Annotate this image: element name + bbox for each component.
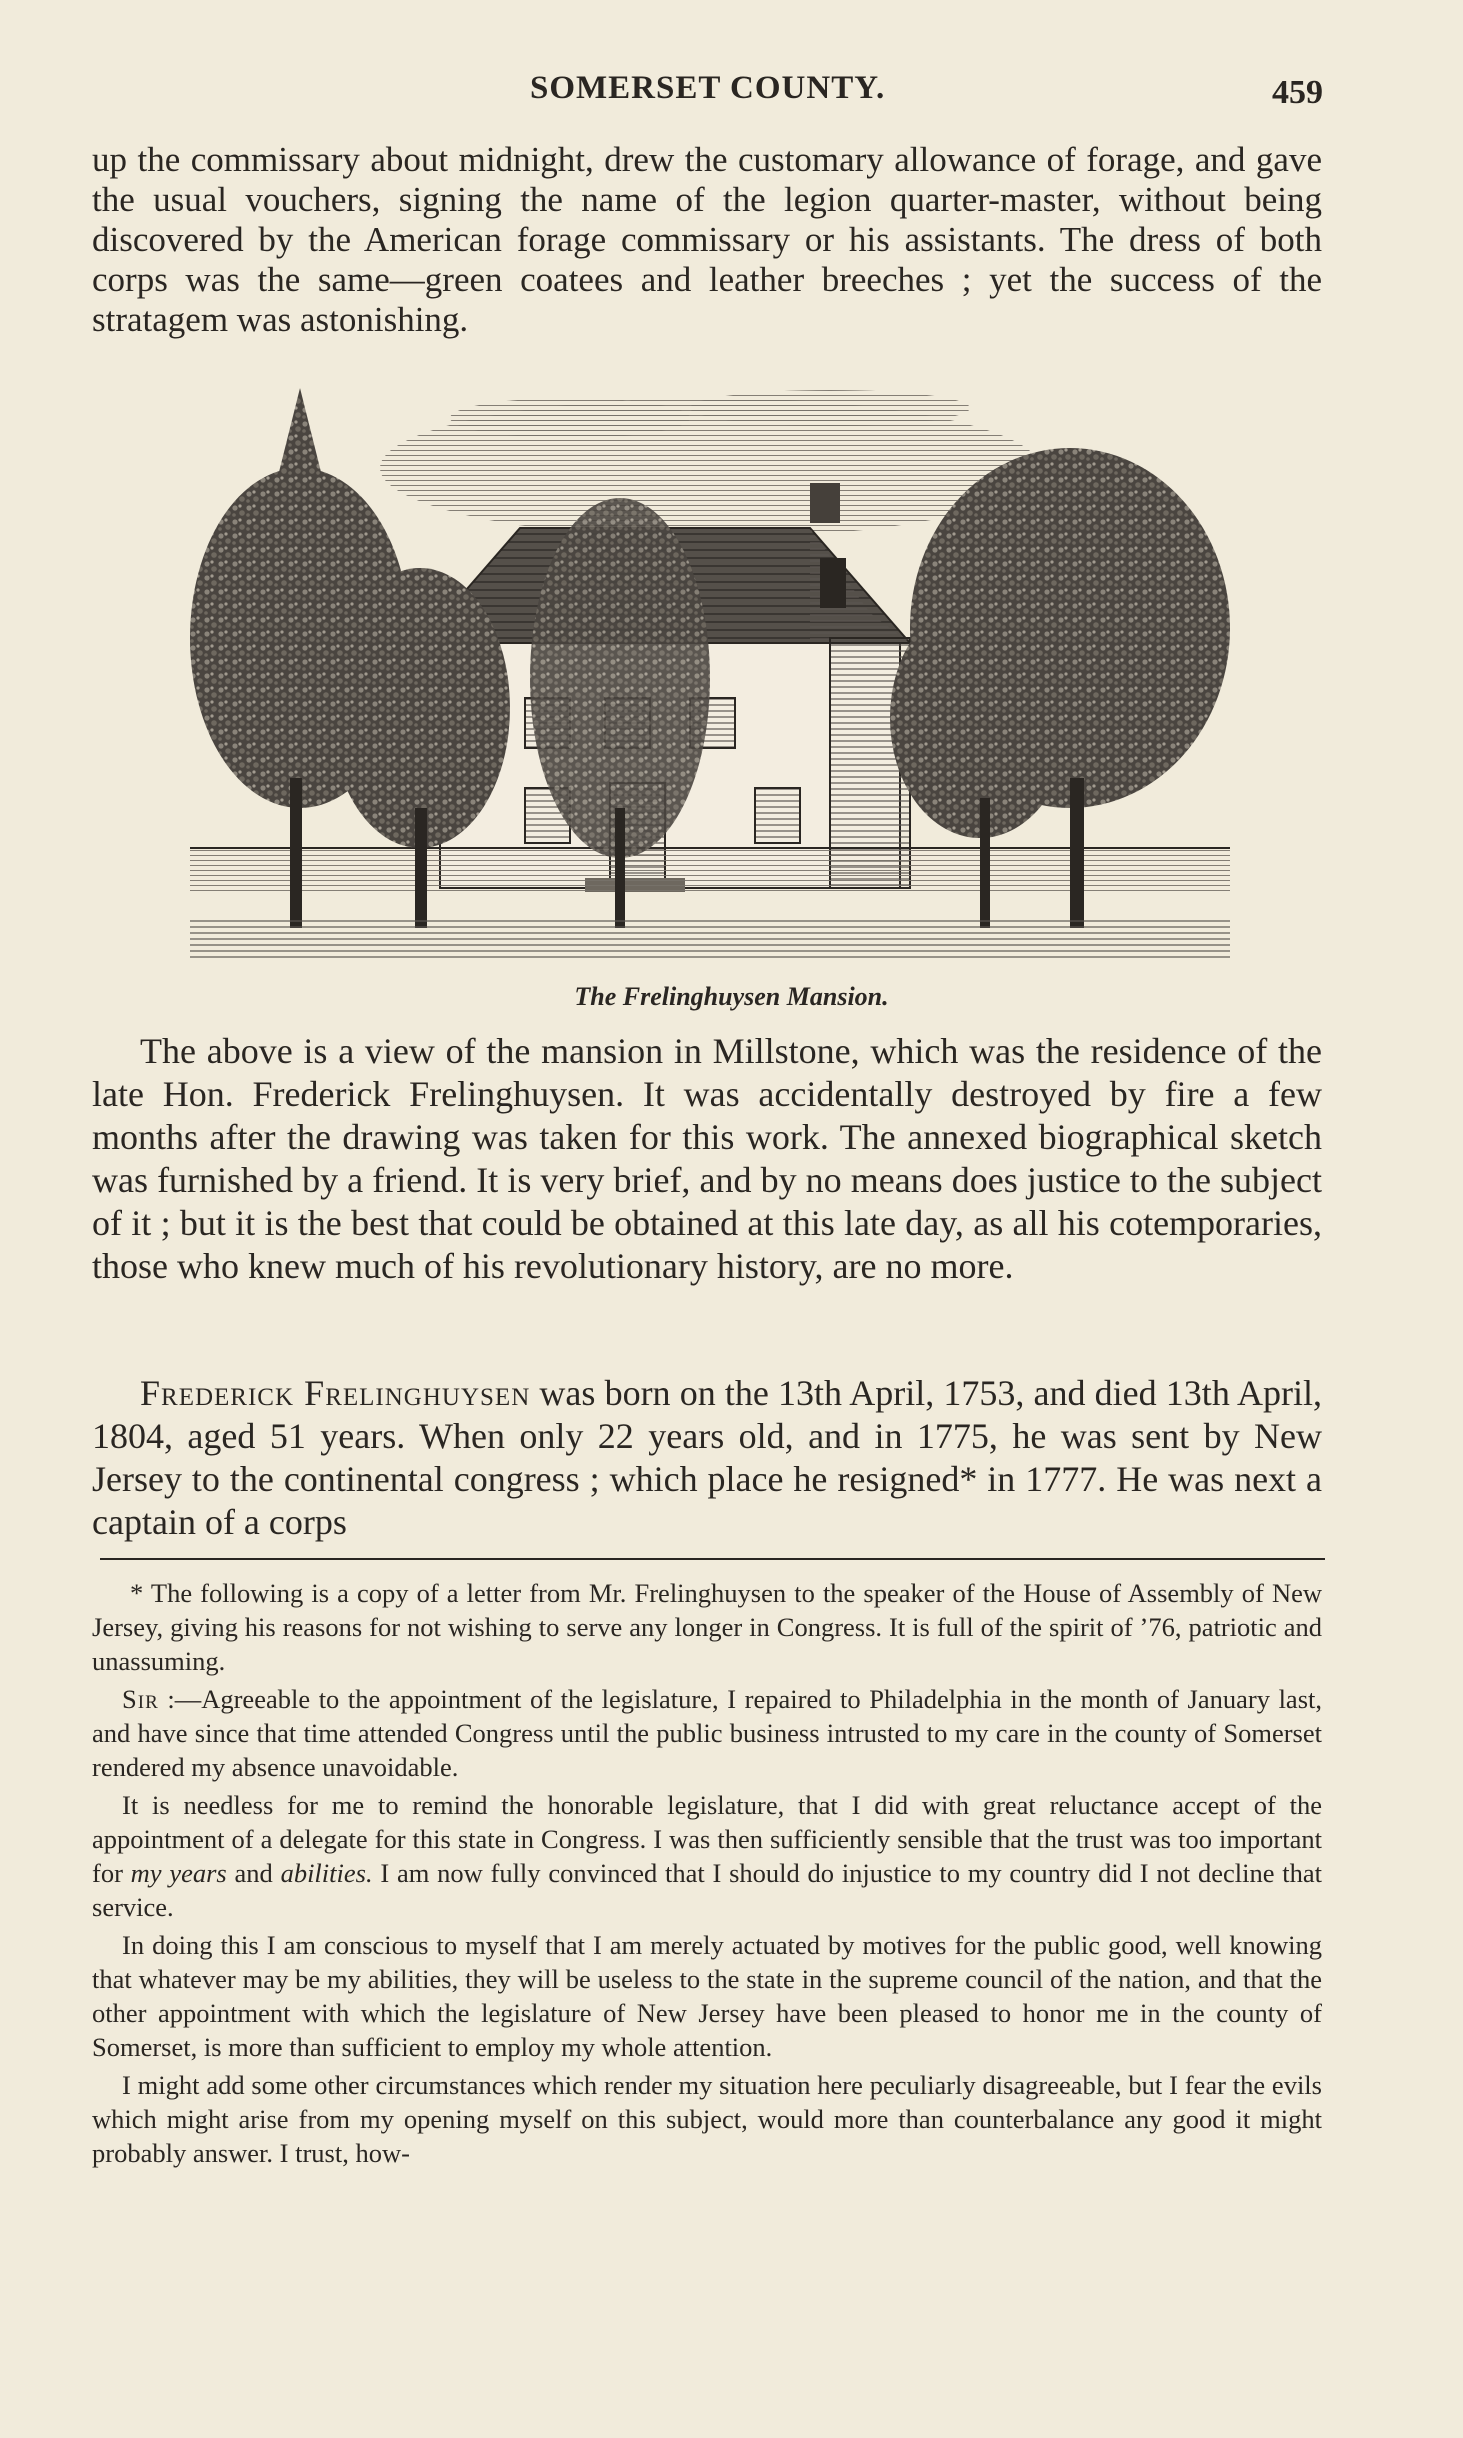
page-number: 459 (1272, 74, 1323, 111)
body-paragraph-1: The above is a view of the mansion in Millstone, which was the residence of the late Hon. Frederick Frelinghuysen. It was accidentally destroyed by fire a few months after the drawing was taken for this work. The annexed biographical sketch was furnished by a friend. It is very brief, and by no means does justice to the subject of it ; but it is the best that could be obtained at this late day, as all his cotemporaries, those who knew much of his revolutionary history, are no more. (92, 1031, 1322, 1286)
footnotes (92, 1576, 1322, 2174)
running-head (0, 70, 1463, 120)
figure-caption: The Frelinghuysen Mansion. (574, 982, 889, 1011)
letter-paragraph-2-start: It is needless for me to remind the honorable legislature, that I did with great reluctance accept of the appointment of a delegate for this state in Congress. I was then sufficiently sensible that the trust was too important for (92, 1790, 1322, 1888)
footnote-divider (100, 1558, 1325, 1560)
letter-paragraph-4: I might add some other circumstances which render my situation here peculiarly disagreeable, but I fear the evils which might arise from my opening myself on this subject, would more than counterbalance any good it might probably answer. I trust, how- (92, 2070, 1322, 2168)
running-title: SOMERSET COUNTY. (530, 70, 886, 106)
ground (190, 918, 1230, 958)
letter-paragraph-1 (92, 1682, 1322, 1784)
subject-name: Frederick Frelinghuysen (140, 1373, 531, 1413)
body-paragraph-2 (92, 1372, 1322, 1544)
letter-paragraph-2-end: I am now fully convinced that I should do injustice to my country did I not decline that service. (92, 1858, 1322, 1922)
letter-paragraph-2 (92, 1788, 1322, 1924)
letter-emphasis-abilities: abilities. (280, 1858, 373, 1888)
letter-paragraph-1-text: :—Agreeable to the appointment of the legislature, I repaired to Philadelphia in the month of January last, and have since that time attended Congress until the public business intrusted to my care in the county of Somerset rendered my absence unavoidable. (92, 1684, 1322, 1782)
letter-emphasis-years: my years (130, 1858, 227, 1888)
footnote-intro: * The following is a copy of a letter from Mr. Frelinghuysen to the speaker of the House of Assembly of New Jersey, giving his reasons for not wishing to serve any longer in Congress. It is full of the spirit of ’76, patriotic and unassuming. (92, 1578, 1322, 1676)
letter-paragraph-2-mid: and (226, 1858, 281, 1888)
mansion-engraving (190, 378, 1230, 970)
sky-clouds (380, 390, 1040, 538)
intro-paragraph: up the commissary about midnight, drew the customary allowance of forage, and gave the usual vouchers, signing the name of the legion quarter-master, without being discovered by the American forage commissary or his assistants. The dress of both corps was the same—green coatees and leather breeches ; yet the success of the stratagem was astonishing. (92, 140, 1322, 339)
letter-salutation: Sir (122, 1684, 159, 1714)
letter-paragraph-3: In doing this I am conscious to myself that I am merely actuated by motives for the public good, well knowing that whatever may be my abilities, they will be useless to the state in the supreme council of the nation, and that the other appointment with which the legislature of New Jersey have been pleased to honor me in the county of Somerset, is more than sufficient to employ my whole attention. (92, 1930, 1322, 2062)
body-paragraph-2-text: was born on the 13th April, 1753, and died 13th April, 1804, aged 51 years. When only 22 years old, and in 1775, he was sent by New Jersey to the continental congress ; which place he resigned* in 1777. He was next a captain of a corps (92, 1373, 1322, 1542)
